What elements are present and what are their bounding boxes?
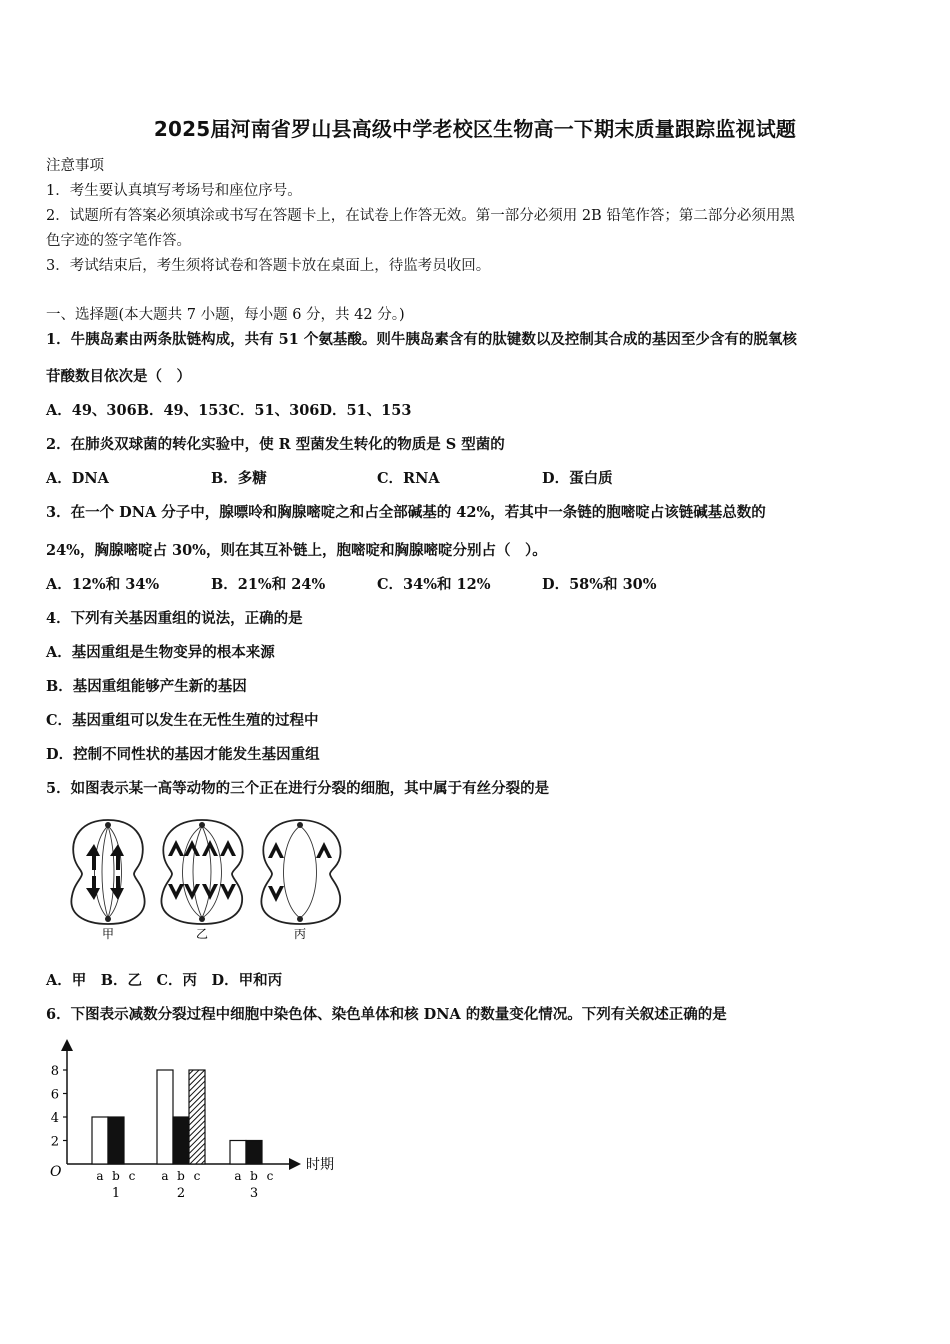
bar-sub-label: c (193, 1169, 201, 1183)
bar-a-period-3 (230, 1141, 246, 1165)
cell-label-jia: 甲 (101, 927, 115, 941)
bar-a-period-2 (157, 1070, 173, 1164)
notice-item: 色字迹的签字笔作答。 (46, 233, 191, 249)
question-2-stem: 2．在肺炎双球菌的转化实验中，使 R 型菌发生转化的物质是 S 型菌的 (46, 436, 505, 453)
meiosis-bar-chart (40, 1036, 360, 1206)
question-5-options: A．甲 B．乙 C．丙 D．甲和丙 (46, 972, 283, 989)
question-1-stem-cont: 苷酸数目依次是（ ） (46, 368, 191, 385)
question-3-option-d: D．58%和 30% (542, 576, 657, 593)
spindle-fibers (95, 826, 317, 918)
question-4-stem: 4．下列有关基因重组的说法，正确的是 (46, 610, 303, 627)
question-4-option-c: C．基因重组可以发生在无性生殖的过程中 (46, 712, 319, 729)
bar-b-period-1 (108, 1117, 124, 1164)
cell-label-yi: 乙 (195, 927, 209, 941)
question-3-option-b: B．21%和 24% (211, 576, 326, 593)
origin-label: O (50, 1164, 62, 1180)
bar-sub-label: c (128, 1169, 136, 1183)
bar-sub-label: b (177, 1169, 185, 1183)
cell-division-figure (60, 812, 360, 942)
question-4-option-d: D．控制不同性状的基因才能发生基因重组 (46, 746, 320, 763)
category-label: 1 (111, 1186, 121, 1201)
cell-jia-membrane (71, 820, 144, 924)
x-axis-label: 时期 (306, 1157, 334, 1173)
bar-sub-label: b (112, 1169, 120, 1183)
bar-b-period-3 (246, 1141, 262, 1165)
question-3-option-a: A．12%和 34% (46, 576, 160, 593)
bar-a-period-1 (92, 1117, 108, 1164)
notice-heading: 注意事项 (46, 158, 104, 174)
question-6-stem: 6．下图表示减数分裂过程中细胞中染色体、染色单体和核 DNA 的数量变化情况。下列有关叙述正确的是 (46, 1006, 727, 1023)
bar-sub-label: a (96, 1169, 104, 1183)
question-4-option-a: A．基因重组是生物变异的根本来源 (46, 644, 275, 661)
category-label: 2 (176, 1186, 186, 1201)
bar-sub-label: c (266, 1169, 274, 1183)
cell-label-bing: 丙 (293, 927, 307, 941)
question-2-option-c: C．RNA (377, 470, 440, 487)
bar-sub-label: a (161, 1169, 169, 1183)
y-tick-label: 2 (50, 1134, 59, 1150)
question-2-option-b: B．多糖 (211, 470, 267, 487)
question-2-option-a: A．DNA (46, 470, 109, 487)
page-title: 2025届河南省罗山县高级中学老校区生物高一下期末质量跟踪监视试题 (153, 117, 797, 141)
bar-b-period-2 (173, 1117, 189, 1164)
section-heading: 一、选择题(本大题共 7 小题，每小题 6 分，共 42 分。) (46, 307, 405, 323)
bar-c-period-2 (189, 1070, 205, 1164)
bar-sub-label: b (250, 1169, 258, 1183)
cell-yi-membrane (161, 820, 242, 924)
bar-sub-label: a (234, 1169, 242, 1183)
question-3-stem-cont: 24%，胸腺嘧啶占 30%，则在其互补链上，胞嘧啶和胸腺嘧啶分别占（ ）。 (46, 542, 547, 559)
y-tick-label: 6 (50, 1087, 59, 1103)
notice-item: 3．考试结束后，考生须将试卷和答题卡放在桌面上，待监考员收回。 (46, 258, 491, 274)
question-1-options: A．49、306B．49、153C．51、306D．51、153 (46, 402, 412, 419)
question-4-option-b: B．基因重组能够产生新的基因 (46, 678, 247, 695)
notice-item: 2．试题所有答案必须填涂或书写在答题卡上，在试卷上作答无效。第一部分必须用 2B 铅笔作答；第二部分必须用黑 (46, 208, 795, 224)
cell-bing-membrane (261, 820, 340, 924)
question-2-option-d: D．蛋白质 (542, 470, 613, 487)
y-tick-label: 8 (50, 1064, 59, 1079)
question-5-stem: 5．如图表示某一高等动物的三个正在进行分裂的细胞，其中属于有丝分裂的是 (46, 780, 550, 797)
notice-item: 1．考生要认真填写考场号和座位序号。 (46, 183, 302, 199)
question-3-option-c: C．34%和 12% (377, 576, 491, 593)
question-1-stem: 1．牛胰岛素由两条肽链构成，共有 51 个氨基酸。则牛胰岛素含有的肽键数以及控制其合成的基因至少含有的脱氧核 (46, 331, 797, 348)
chromosomes (86, 840, 332, 902)
category-label: 3 (249, 1186, 259, 1201)
y-tick-label: 4 (50, 1111, 59, 1126)
question-3-stem: 3．在一个 DNA 分子中，腺嘌呤和胸腺嘧啶之和占全部碱基的 42%，若其中一条链的胞嘧啶占该链碱基总数的 (46, 504, 766, 521)
